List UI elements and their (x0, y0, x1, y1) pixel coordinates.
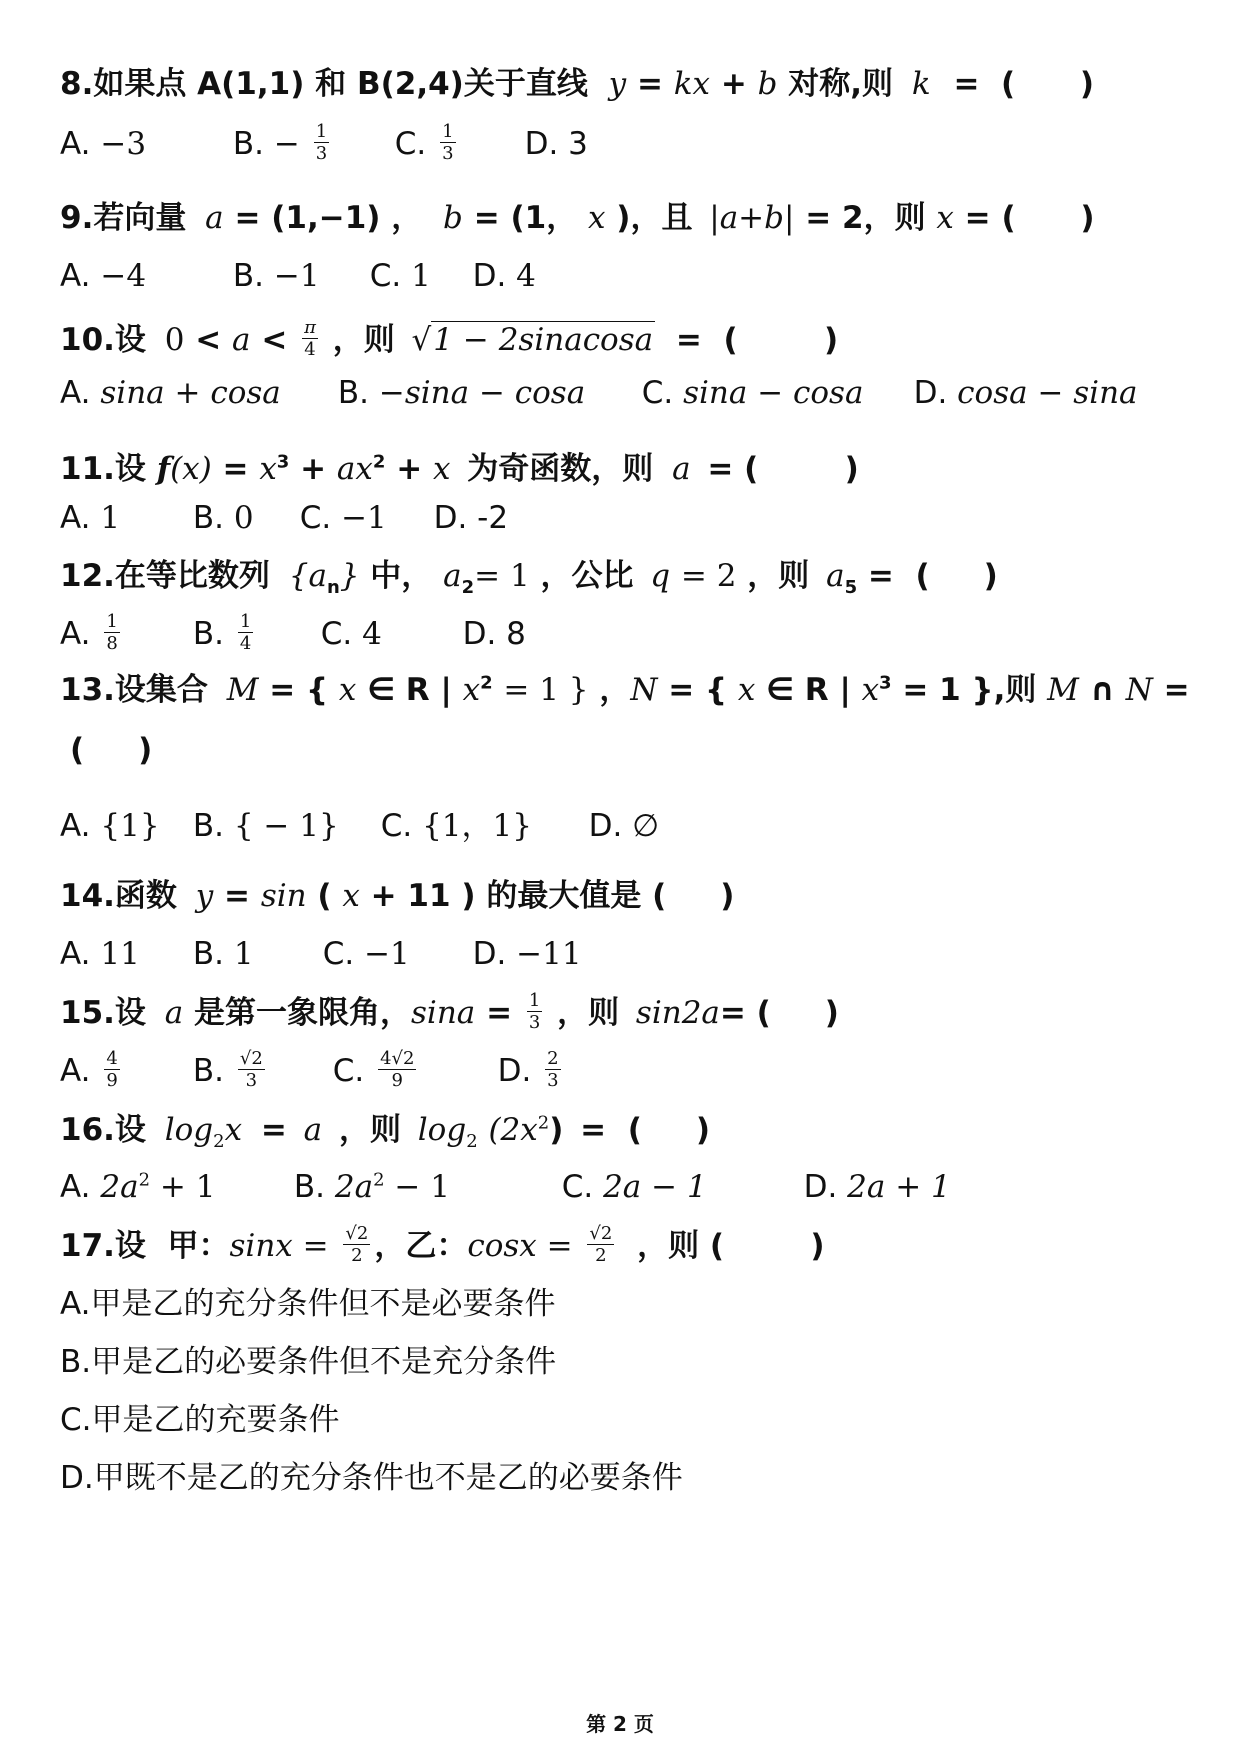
q16-tail: = ( ) (580, 1112, 711, 1148)
q13-M: M (226, 672, 259, 708)
question-10-options (60, 373, 1138, 413)
q8-option-b[interactable] (232, 121, 385, 167)
q16-x: x (224, 1112, 243, 1148)
q13-cont: ( ) (70, 732, 153, 768)
q15-sina: sina (411, 995, 476, 1031)
q15-tail: = ( ) (719, 995, 839, 1031)
q16-option-c-value: 2a − 1 (603, 1169, 707, 1205)
q10-option-b-value: −sina − cosa (378, 375, 586, 411)
q17-tail: ，则 ( ) (637, 1228, 825, 1264)
q11-option-b[interactable] (193, 498, 290, 538)
q11-ax2-exp: 2 (372, 451, 386, 473)
page-number: 第 2 页 (586, 1712, 654, 1736)
q14-paren-open: ( (317, 878, 332, 914)
q15-prefix: 15.设 (60, 995, 146, 1031)
q8-suffix: 对称,则 (788, 66, 894, 102)
q9-option-d-value: 4 (516, 258, 536, 294)
q15-option-b-label: B. (192, 1053, 224, 1089)
q16-a: a (303, 1112, 323, 1148)
q13-eq2: = 1 },则 (902, 672, 1037, 708)
q11-option-a-label: A. (60, 500, 91, 536)
q13-option-b-value: { − 1} (233, 808, 339, 844)
q17-option-b[interactable] (60, 1342, 556, 1382)
q14-eq: = (224, 878, 251, 914)
q9-option-b[interactable] (233, 256, 360, 296)
q10-sqrt: √1 − 2sinacosa (411, 322, 654, 358)
q13-option-d-label: D. (588, 808, 623, 844)
q10-option-d-label: D. (913, 375, 948, 411)
q11-a: a (672, 451, 691, 487)
q15-a: a (164, 995, 184, 1031)
q14-option-c-label: C. (322, 936, 355, 972)
q14-option-d-label: D. (472, 936, 507, 972)
q10-option-a-label: A. (60, 375, 91, 411)
q17-fraction-1: $\frac{√2}{2}$ (345, 1223, 369, 1266)
q14-x: x (342, 878, 360, 914)
q10-option-c[interactable] (642, 373, 904, 413)
q9-option-a-value: −4 (100, 258, 147, 294)
q16-log2-sub: 2 (466, 1131, 478, 1153)
q16-option-a[interactable] (60, 1167, 284, 1207)
q12-mid3: ，则 (747, 558, 810, 594)
q11-option-c-value: −1 (341, 500, 387, 536)
q17-option-a-text: A.甲是乙的充分条件但不是必要条件 (60, 1286, 556, 1322)
q12-seq-close: } (339, 558, 360, 594)
q17-option-c[interactable] (60, 1400, 340, 1440)
q9-option-d[interactable] (473, 256, 536, 296)
q16-log1: log (164, 1112, 214, 1148)
question-13 (60, 670, 1190, 710)
q14-y: y (195, 878, 214, 914)
q12-seq-sub: n (326, 577, 340, 599)
q12-a2-val: = 1 (474, 558, 530, 594)
q8-option-c[interactable] (394, 121, 515, 167)
q15-option-a-label: A. (60, 1053, 91, 1089)
question-15 (60, 990, 839, 1033)
q16-option-c-label: C. (561, 1169, 594, 1205)
q14-option-d-value: −11 (516, 936, 582, 972)
q17-prefix: 17.设 甲： (60, 1228, 230, 1264)
q13-x1: x (338, 672, 357, 708)
q11-option-c[interactable] (300, 498, 424, 538)
q9-option-a[interactable] (60, 256, 223, 296)
q11-f: f (156, 451, 171, 487)
q11-tail: = ( ) (707, 451, 859, 487)
q8-plus: + (720, 66, 747, 102)
q11-mid: 为奇函数，则 (467, 451, 654, 487)
q8-tail: = ( ) (953, 66, 1095, 102)
q9-option-a-label: A. (60, 258, 91, 294)
q9-abs: |a+b| (709, 200, 795, 236)
q12-mid2: ，公比 (540, 558, 634, 594)
q10-mid: ，则 (332, 322, 395, 358)
q16-log2: log (417, 1112, 467, 1148)
q13-x1b: x (462, 672, 481, 708)
q13-M2: M (1047, 672, 1079, 708)
q17-option-d[interactable] (60, 1458, 683, 1498)
q12-q: q (650, 558, 671, 594)
q12-option-b-label: B. (192, 616, 224, 652)
q9-option-d-label: D. (472, 258, 507, 294)
question-13-cont (70, 730, 152, 770)
q13-option-d[interactable] (589, 806, 660, 846)
question-14 (60, 876, 734, 916)
q12-a5: a (826, 558, 845, 594)
q15-fraction: $\frac{1}{3}$ (528, 990, 541, 1033)
q14-paren-close: ) (461, 878, 476, 914)
q8-option-a-value: −3 (100, 126, 147, 162)
q11-x3: x (259, 451, 277, 487)
q10-option-a[interactable] (60, 373, 328, 413)
q13-part2: = { (668, 672, 728, 708)
q11-prefix: 11.设 (60, 451, 146, 487)
q8-option-c-fraction: $\frac{1}{3}$ (442, 121, 454, 164)
q11-option-d-value: -2 (477, 500, 509, 536)
q8-option-c-label: C. (394, 126, 427, 162)
q17-mid: ，乙： (374, 1228, 468, 1264)
q8-y: y (608, 66, 627, 102)
q12-option-d-value: 8 (506, 616, 526, 652)
q13-N2: N (1125, 672, 1153, 708)
q14-option-c-value: −1 (364, 936, 410, 972)
q9-part1: = (1,−1) ， (234, 200, 423, 236)
q17-option-d-text: D.甲既不是乙的充分条件也不是乙的必要条件 (60, 1460, 683, 1496)
q9-option-b-value: −1 (273, 258, 320, 294)
q12-option-a-label: A. (60, 616, 91, 652)
q8-option-b-fraction: $\frac{1}{3}$ (315, 121, 328, 164)
q10-prefix: 10.设 (60, 322, 146, 358)
q12-mid1: 中， (370, 558, 433, 594)
question-8-options (60, 121, 588, 164)
q16-option-b-rest: − 1 (384, 1169, 450, 1205)
q16-option-c[interactable] (562, 1167, 794, 1207)
q9-b: b (443, 200, 463, 236)
q15-option-b[interactable] (192, 1048, 323, 1094)
q14-option-c[interactable] (323, 934, 463, 974)
q9-tail: = ( ) (964, 200, 1095, 236)
q14-option-a-label: A. (60, 936, 91, 972)
q13-cap: ∩ (1089, 672, 1115, 708)
q13-option-c-label: C. (380, 808, 413, 844)
q12-seq: {a (288, 558, 327, 594)
q13-eq1: = 1 } (503, 672, 589, 708)
q16-option-d[interactable] (804, 1167, 951, 1207)
q9-part2: = (1， (473, 200, 578, 236)
q10-option-a-value: sina + cosa (100, 375, 281, 411)
q11-option-d-label: D. (433, 500, 468, 536)
q15-option-a-fraction: $\frac{4}{9}$ (106, 1048, 118, 1091)
q10-zero: 0 (164, 322, 185, 358)
q10-fraction: $\frac{\pi}{4}$ (304, 317, 316, 360)
question-12-options (60, 611, 526, 654)
q11-eq: = (222, 451, 249, 487)
q9-option-c[interactable] (370, 256, 463, 296)
q14-option-a[interactable] (60, 934, 183, 974)
q15-mid2: ，则 (557, 995, 620, 1031)
q13-bar2: | (839, 672, 851, 708)
q15-sin2a: sin2a (635, 995, 720, 1031)
q13-exp1: 2 (480, 672, 493, 694)
q13-prefix: 13.设集合 (60, 672, 208, 708)
q8-k: k (911, 66, 931, 102)
q16-option-b-label: B. (293, 1169, 325, 1205)
question-12 (60, 556, 998, 599)
q12-option-a-fraction: $\frac{1}{8}$ (106, 611, 118, 654)
q13-x2b: x (861, 672, 880, 708)
q12-option-c-value: 4 (362, 616, 382, 652)
q13-R1: R (405, 672, 430, 708)
q8-option-a[interactable] (60, 124, 223, 164)
q16-eq: = (260, 1112, 287, 1148)
q11-option-b-value: 0 (233, 500, 254, 536)
q12-tail: = ( ) (867, 558, 998, 594)
q11-option-b-label: B. (192, 500, 224, 536)
q13-option-b-label: B. (192, 808, 224, 844)
q15-option-c-label: C. (332, 1053, 365, 1089)
q17-option-b-text: B.甲是乙的必要条件但不是充分条件 (60, 1344, 557, 1380)
q16-prefix: 16.设 (60, 1112, 146, 1148)
q10-lt2: < (261, 322, 288, 358)
q9-a: a (205, 200, 224, 236)
q12-option-d-label: D. (462, 616, 497, 652)
q14-option-a-value: 11 (100, 936, 140, 972)
q8-option-a-label: A. (60, 126, 91, 162)
q16-option-a-value: 2a (100, 1169, 139, 1205)
q17-option-c-text: C.甲是乙的充要条件 (60, 1402, 340, 1438)
q16-option-b[interactable] (294, 1167, 552, 1207)
q14-tail: 的最大值是 ( ) (486, 878, 735, 914)
q8-prefix: 8.如果点 A(1,1) 和 B(2,4)关于直线 (60, 66, 588, 102)
q17-fraction-2: $\frac{√2}{2}$ (589, 1223, 613, 1266)
question-17 (60, 1223, 825, 1266)
q13-exp2: 3 (879, 672, 892, 694)
q14-option-b-label: B. (192, 936, 224, 972)
q15-option-d-label: D. (497, 1053, 532, 1089)
q14-option-b-value: 1 (233, 936, 254, 972)
q13-option-a-label: A. (60, 808, 91, 844)
q12-a2: a (443, 558, 462, 594)
q14-option-b[interactable] (193, 934, 313, 974)
q8-eq: = (636, 66, 663, 102)
q8-option-b-sign: − (273, 126, 300, 162)
q8-option-d[interactable] (525, 124, 588, 164)
q16-option-b-exp: 2 (373, 1169, 385, 1191)
q10-option-c-value: sina − cosa (683, 375, 864, 411)
q14-prefix: 14.函数 (60, 878, 177, 914)
q11-plus1: + (300, 451, 327, 487)
q10-option-b[interactable] (338, 373, 632, 413)
question-8 (60, 64, 1094, 104)
q16-option-a-exp: 2 (138, 1169, 151, 1191)
q16-option-d-value: 2a + 1 (847, 1169, 951, 1205)
q13-x2: x (737, 672, 756, 708)
q16-arg: (2x (488, 1112, 538, 1148)
question-15-options (60, 1048, 565, 1091)
q13-option-a-value: {1} (100, 808, 160, 844)
q13-option-d-value: ∅ (632, 808, 660, 844)
q15-option-d-fraction: $\frac{2}{3}$ (547, 1048, 559, 1091)
q16-arg-close: ) (549, 1112, 564, 1148)
q13-option-b[interactable] (193, 806, 371, 846)
q12-option-b[interactable] (192, 611, 311, 657)
q13-R2: R (804, 672, 829, 708)
q12-option-c-label: C. (320, 616, 353, 652)
question-14-options (60, 934, 582, 974)
q14-plus: + 11 (370, 878, 451, 914)
q12-q-val: = 2 (680, 558, 737, 594)
q15-option-d[interactable] (497, 1048, 565, 1094)
q15-option-a[interactable] (60, 1048, 183, 1094)
q11-x: x (432, 451, 451, 487)
q10-option-d[interactable] (914, 373, 1138, 413)
q11-option-a-value: 1 (100, 500, 121, 536)
q9-prefix: 9.若向量 (60, 200, 187, 236)
q12-option-b-fraction: $\frac{1}{4}$ (239, 611, 252, 654)
q15-mid1: 是第一象限角， (194, 995, 411, 1031)
q9-x2: x (936, 200, 954, 236)
q12-option-d[interactable] (463, 614, 526, 654)
q13-option-c-value: {1，1} (422, 808, 532, 844)
q9-option-c-label: C. (369, 258, 402, 294)
q10-tail: = ( ) (675, 322, 839, 358)
question-10 (60, 317, 839, 360)
q17-sinx: sinx = (229, 1228, 329, 1264)
q8-b: b (757, 66, 778, 102)
q10-lt1: < (195, 322, 222, 358)
q8-option-d-value: 3 (568, 126, 588, 162)
q9-part4: = 2，则 (805, 200, 926, 236)
q14-option-d[interactable] (473, 934, 582, 974)
q12-option-c[interactable] (321, 614, 453, 654)
q12-a5-sub: 5 (844, 577, 858, 599)
q11-option-c-label: C. (299, 500, 332, 536)
q10-option-b-label: B. (337, 375, 369, 411)
q10-option-d-value: cosa − sina (957, 375, 1138, 411)
q17-option-a[interactable] (60, 1284, 556, 1324)
q13-in1: ∈ (367, 672, 395, 708)
q9-x: x (588, 200, 606, 236)
q15-eq: = (486, 995, 513, 1031)
q9-part3: )，且 (616, 200, 693, 236)
q11-plus2: + (396, 451, 423, 487)
q13-part1: = { (269, 672, 329, 708)
question-16 (60, 1110, 711, 1153)
q16-option-a-label: A. (60, 1169, 91, 1205)
q13-comma: ， (599, 672, 631, 708)
q12-option-a[interactable] (60, 611, 183, 657)
q14-sin: sin (260, 878, 307, 914)
q12-prefix: 12.在等比数列 (60, 558, 270, 594)
question-16-options (60, 1167, 951, 1207)
q15-option-b-fraction: $\frac{√2}{3}$ (239, 1048, 263, 1091)
q11-ax2: ax (336, 451, 373, 487)
question-11 (60, 449, 859, 489)
q16-log1-sub: 2 (213, 1131, 225, 1153)
q13-eq3: = (1163, 672, 1190, 708)
q10-option-c-label: C. (641, 375, 674, 411)
q13-N: N (630, 672, 658, 708)
question-13-options (60, 806, 659, 846)
q8-option-b-label: B. (232, 126, 264, 162)
q13-option-a[interactable] (60, 806, 183, 846)
q17-cosx: cosx = (467, 1228, 573, 1264)
question-9-options (60, 256, 536, 296)
q11-x3-exp: 3 (276, 451, 290, 473)
q11-option-d[interactable] (434, 498, 509, 538)
q9-option-c-value: 1 (411, 258, 431, 294)
q9-option-b-label: B. (232, 258, 264, 294)
q13-bar1: | (440, 672, 452, 708)
q12-a2-sub: 2 (461, 577, 475, 599)
question-11-options (60, 498, 508, 538)
q15-option-c-fraction: $\frac{4√2}{9}$ (380, 1048, 415, 1091)
q16-mid: ，则 (338, 1112, 401, 1148)
q13-in2: ∈ (766, 672, 794, 708)
q16-option-a-rest: + 1 (150, 1169, 216, 1205)
q10-a: a (232, 322, 251, 358)
q16-option-d-label: D. (803, 1169, 838, 1205)
q11-fx: (x) (170, 451, 212, 487)
q16-option-b-value: 2a (334, 1169, 374, 1205)
q8-kx: kx (673, 66, 711, 102)
q16-arg-exp: 2 (537, 1112, 550, 1134)
q15-option-c[interactable] (332, 1048, 488, 1094)
q11-option-a[interactable] (60, 498, 183, 538)
q13-option-c[interactable] (381, 806, 579, 846)
question-9 (60, 198, 1095, 238)
q8-option-d-label: D. (524, 126, 559, 162)
